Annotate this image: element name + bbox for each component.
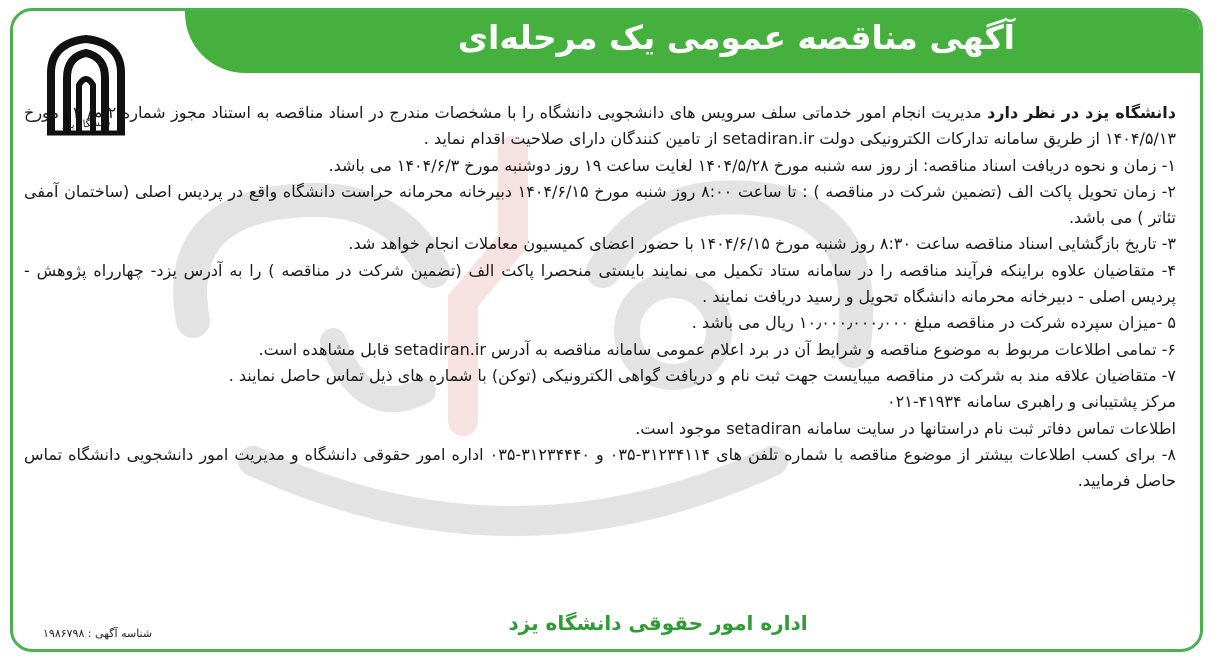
- support-center: مرکز پشتیبانی و راهبری سامانه ۴۱۹۳۴-۰۲۱: [887, 392, 1176, 412]
- title-banner: [185, 11, 1200, 73]
- item-4: ۴- متقاضیان علاوه براینکه فرآیند مناقصه را در سامانه ستاد تکمیل می نمایند بایستی منحصرا پاکت الف (تضمین شرکت در مناقصه ) را به آدرس یزد- چهارراه پژوهش - پردیس اصلی - دبیرخانه محرمانه دانشگاه تحویل و رسید دریافت نمایند .: [24, 260, 1176, 307]
- intro-lead: دانشگاه یزد در نظر دارد: [987, 103, 1176, 122]
- item-7: ۷- متقاضیان علاقه مند به شرکت در مناقصه میبایست جهت ثبت نام و دریافت گواهی الکترونیکی (توکن) با شماره های ذیل تماس حاصل نمایند .: [228, 365, 1176, 385]
- notice-body: [24, 100, 1176, 494]
- item-5: ۵ -میزان سپرده شرکت در مناقصه مبلغ ۱۰٫۰۰۰٫۰۰۰٫۰۰۰ ریال می باشد .: [691, 313, 1176, 333]
- intro-text: مدیریت انجام امور خدماتی سلف سرویس های دانشجویی دانشگاه را با مشخصات مندرج در اسناد مناقصه به استناد مجوز شماره ۲/م/ ۰۴ مورخ ۱۴۰۴/۵/۱۳ از طریق سامانه تدارکات الکترونیکی دولت setadiran.ir از تامین کنندگان دارای صلاحیت اقدام نماید .: [24, 103, 1176, 149]
- item-3: ۳- تاریخ بازگشایی اسناد مناقصه ساعت ۸:۳۰ روز شنبه مورخ ۱۴۰۴/۶/۱۵ با حضور اعضای کمیسیون معاملات انجام خواهد شد.: [348, 234, 1176, 254]
- ad-id: شناسه آگهی : ۱۹۸۶۷۹۸: [43, 627, 153, 640]
- registration-offices: اطلاعات تماس دفاتر ثبت نام دراستانها در سایت سامانه setadiran موجود است.: [635, 418, 1176, 438]
- item-2: ۲- زمان تحویل پاکت الف (تضمین شرکت در مناقصه ) : تا ساعت ۸:۰۰ روز شنبه مورخ ۱۴۰۴/۶/۱۵ دبیرخانه محرمانه حراست دانشگاه واقع در پردیس اصلی (ساختمان آمفی تئاتر ) می باشد.: [24, 181, 1176, 228]
- notice-frame: [10, 8, 1203, 652]
- notice-title: آگهی مناقصه عمومی یک مرحله‌ای: [457, 18, 1015, 57]
- intro-paragraph: [24, 100, 1176, 153]
- signature: اداره امور حقوقی دانشگاه یزد: [508, 611, 808, 635]
- logo-caption: دانشگاه یزد: [61, 117, 111, 132]
- item-6: ۶- تمامی اطلاعات مربوط به موضوع مناقصه و شرایط آن در برد اعلام عمومی سامانه مناقصه به آدرس setadiran.ir قابل مشاهده است.: [258, 339, 1176, 359]
- item-1: ۱- زمان و نحوه دریافت اسناد مناقصه: از روز سه شنبه مورخ ۱۴۰۴/۵/۲۸ لغایت ساعت ۱۹ روز دوشنبه مورخ ۱۴۰۴/۶/۳ می باشد.: [328, 155, 1176, 175]
- item-8: ۸- برای کسب اطلاعات بیشتر از موضوع مناقصه با شماره تلفن های ۳۱۲۳۴۱۱۴-۰۳۵ و ۳۱۲۳۴۴۴۰-۰۳۵ اداره امور حقوقی دانشگاه و مدیریت امور دانشجویی دانشگاه تماس حاصل فرمایید.: [24, 444, 1177, 491]
